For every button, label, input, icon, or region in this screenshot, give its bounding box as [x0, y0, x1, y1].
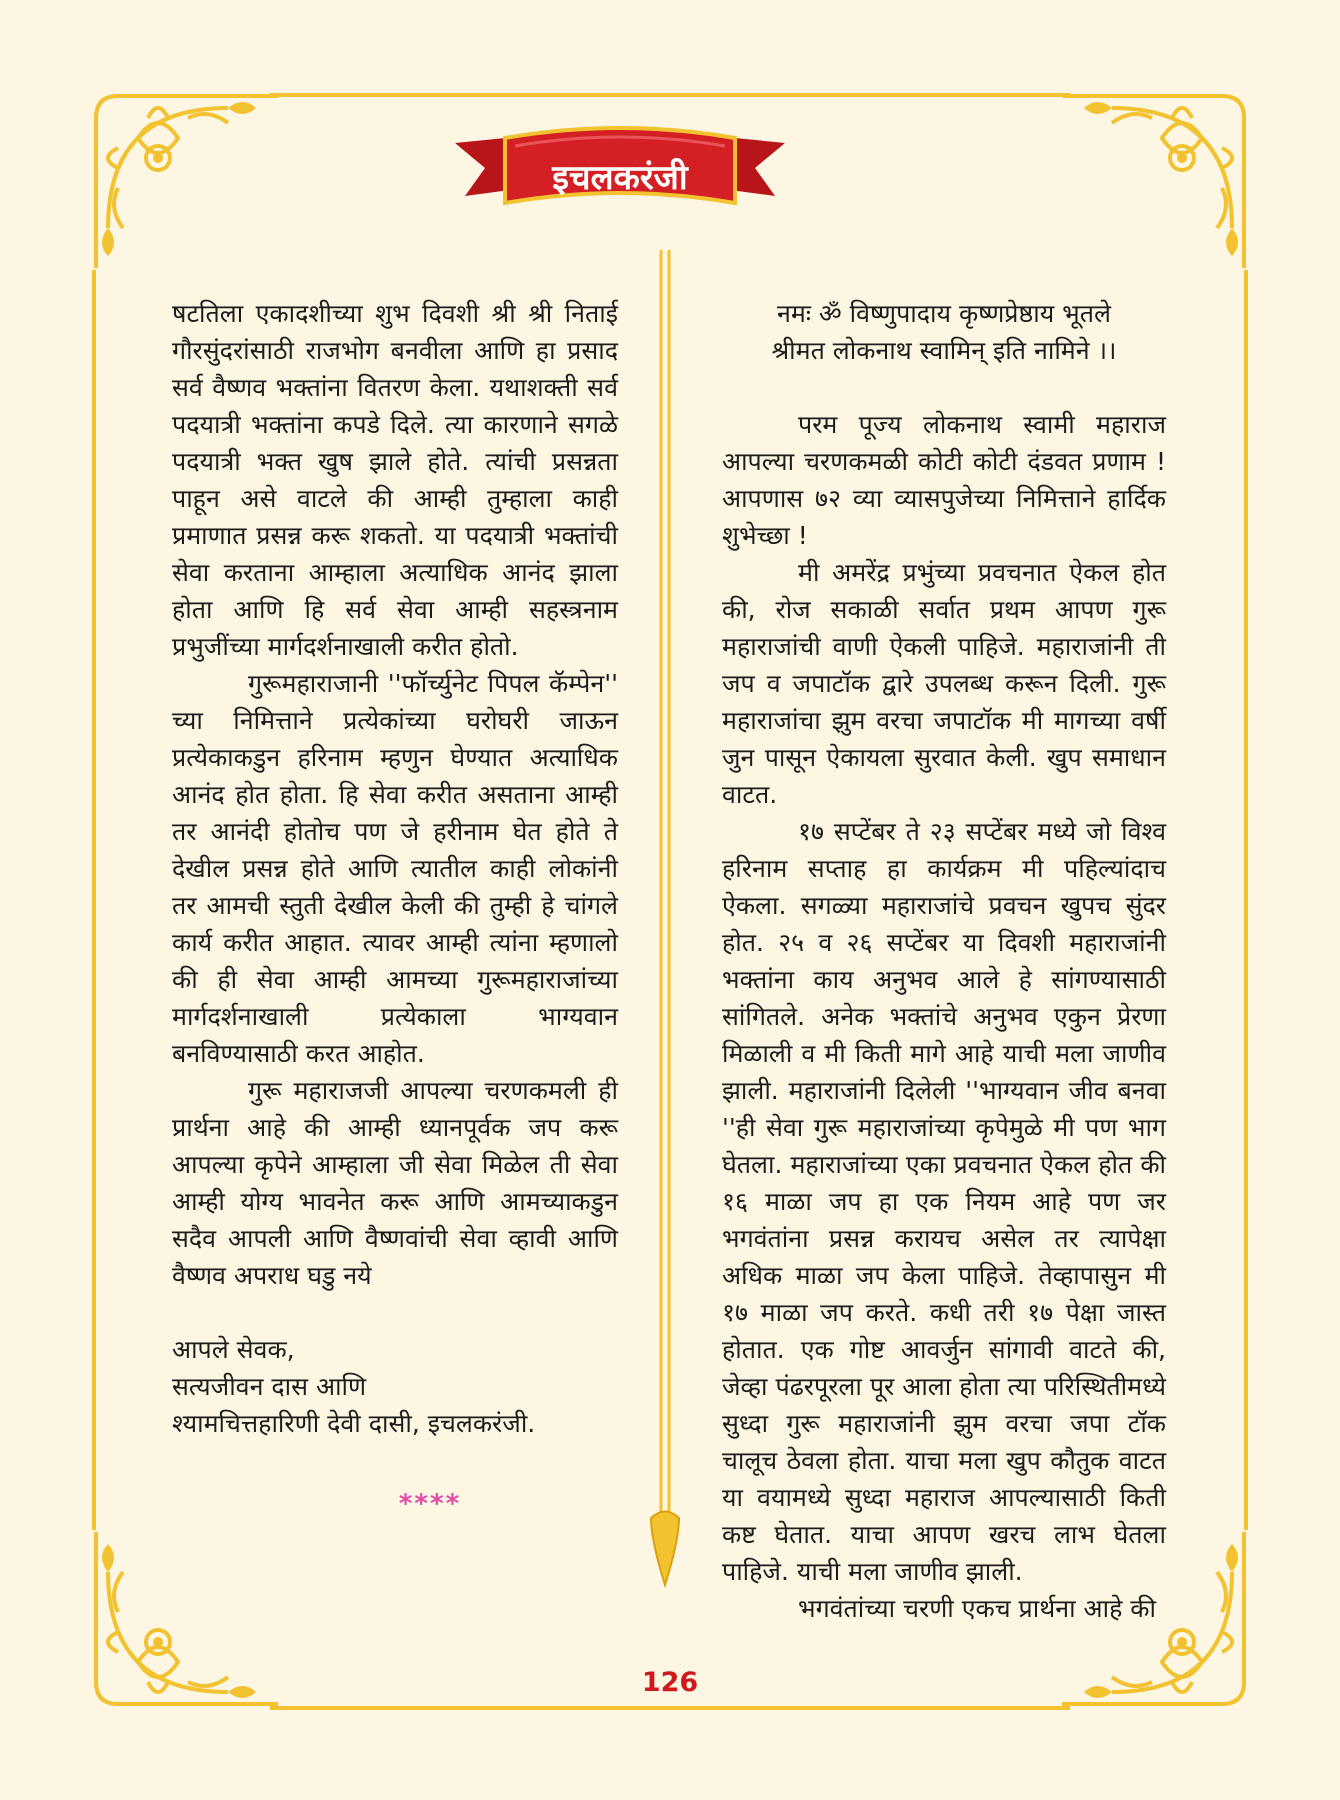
frame-bottom-line	[270, 1706, 1070, 1710]
verse-line-2: श्रीमत लोकनाथ स्वामिन् इति नामिने ।।	[771, 336, 1117, 365]
left-paragraph-2: गुरूमहाराजानी ''फॉर्च्युनेट पिपल कॅम्पेन'' च्या निमित्ताने प्रत्येकांच्या घरोघरी जाऊन प्रत्येकाकडुन हरिनाम म्हणुन घेण्यात अत्याधिक आनंद होत होता. हि सेवा करीत असताना आम्ही तर आनंदी होतोच पण जे हरीनाम घेत होते ते देखील प्रसन्न होते आणि त्यातील काही लोकांनी तर आमची स्तुती देखील केली की तुम्ही हे चांगले कार्य करीत आहात. त्यावर आम्ही त्यांना म्हणालो की ही सेवा आम्ही आमच्या गुरूमहाराजांच्या मार्गदर्शनाखाली प्रत्येकाला भाग्यवान बनविण्यासाठी करत आहोत.	[172, 669, 618, 1068]
page-number: 126	[641, 1667, 699, 1698]
section-separator-stars: ****	[398, 1489, 462, 1519]
corner-ornament-icon	[1062, 78, 1262, 268]
verse-line-1: नमः ॐ विष्णुपादाय कृष्णप्रेष्ठाय भूतले	[777, 299, 1111, 328]
frame-top-line	[270, 93, 1070, 97]
right-column	[722, 295, 1166, 1627]
header-banner	[455, 118, 785, 228]
signature-line-3: श्यामचित्तहारिणी देवी दासी, इचलकरंजी.	[172, 1409, 536, 1438]
column-divider-icon	[645, 250, 685, 1590]
right-paragraph-4: भगवंतांच्या चरणी एकच प्रार्थना आहे की	[798, 1594, 1156, 1623]
corner-ornament-icon	[78, 1532, 278, 1722]
right-paragraph-3: १७ सप्टेंबर ते २३ सप्टेंबर मध्ये जो विश्व हरिनाम सप्ताह हा कार्यक्रम मी पहिल्यांदाच ऐकला. सगळ्या महाराजांचे प्रवचन खुपच सुंदर होत. २५ व २६ सप्टेंबर या दिवशी महाराजांनी भक्तांना काय अनुभव आले हे सांगण्यासाठी सांगितले. अनेक भक्तांचे अनुभव एकुन प्रेरणा मिळाली व मी किती मागे आहे याची मला जाणीव झाली. महाराजांनी दिलेली ''भाग्यवान जीव बनवा ''ही सेवा गुरू महाराजांच्या कृपेमुळे मी पण भाग घेतला. महाराजांच्या एका प्रवचनात ऐकल होत की १६ माळा जप हा एक नियम आहे पण जर भगवंतांना प्रसन्न करायच असेल तर त्यापेक्षा अधिक माळा जप केला पाहिजे. तेव्हापासुन मी १७ माळा जप करते. कधी तरी १७ पेक्षा जास्त होतात. एक गोष्ट आवर्जुन सांगावी वाटते की, जेव्हा पंढरपूरला पूर आला होता त्या परिस्थितीमध्ये सुध्दा गुरू महाराजांनी झुम वरचा जपा टॉक चालूच ठेवला होता. याचा मला खुप कौतुक वाटत या वयामध्ये सुध्दा महाराज आपल्यासाठी किती कष्ट घेतात. याचा आपण खरच लाभ घेतला पाहिजे. याची मला जाणीव झाली.	[722, 817, 1166, 1586]
corner-ornament-icon	[78, 78, 278, 268]
signature-line-2: सत्यजीवन दास आणि	[172, 1372, 367, 1401]
left-paragraph-3: गुरू महाराजजी आपल्या चरणकमली ही प्रार्थना आहे की आम्ही ध्यानपूर्वक जप करू आपल्या कृपेने आम्हाला जी सेवा मिळेल ती सेवा आम्ही योग्य भावनेत करू आणि आमच्याकडुन सदैव आपली आणि वैष्णवांची सेवा व्हावी आणि वैष्णव अपराध घडु नये	[172, 1076, 618, 1290]
left-column	[172, 295, 618, 1523]
frame-right-line	[1244, 270, 1248, 1530]
frame-left-line	[92, 270, 96, 1530]
signature-line-1: आपले सेवक,	[172, 1335, 295, 1364]
right-paragraph-2: मी अमरेंद्र प्रभुंच्या प्रवचनात ऐकल होत की, रोज सकाळी सर्वात प्रथम आपण गुरू महाराजांची वाणी ऐकली पाहिजे. महाराजांनी ती जप व जपाटॉक द्वारे उपलब्ध करून दिली. गुरू महाराजांचा झुम वरचा जपाटॉक मी मागच्या वर्षी जुन पासून ऐकायला सुरवात केली. खुप समाधान वाटत.	[722, 558, 1166, 809]
right-paragraph-1: परम पूज्य लोकनाथ स्वामी महाराज आपल्या चरणकमळी कोटी कोटी दंडवत प्रणाम ! आपणास ७२ व्या व्यासपुजेच्या निमित्ताने हार्दिक शुभेच्छा !	[722, 410, 1166, 550]
page-title: इचलकरंजी	[552, 158, 688, 198]
left-paragraph-1: षटतिला एकादशीच्या शुभ दिवशी श्री श्री निताई गौरसुंदरांसाठी राजभोग बनवीला आणि हा प्रसाद सर्व वैष्णव भक्तांना वितरण केला. यथाशक्ती सर्व पदयात्री भक्तांना कपडे दिले. त्या कारणाने सगळे पदयात्री भक्त खुष झाले होते. त्यांची प्रसन्नता पाहून असे वाटले की आम्ही तुम्हाला काही प्रमाणात प्रसन्न करू शकतो. या पदयात्री भक्तांची सेवा करताना आम्हाला अत्याधिक आनंद झाला होता आणि हि सर्व सेवा आम्ही सहस्त्रनाम प्रभुजींच्या मार्गदर्शनाखाली करीत होतो.	[172, 299, 618, 661]
